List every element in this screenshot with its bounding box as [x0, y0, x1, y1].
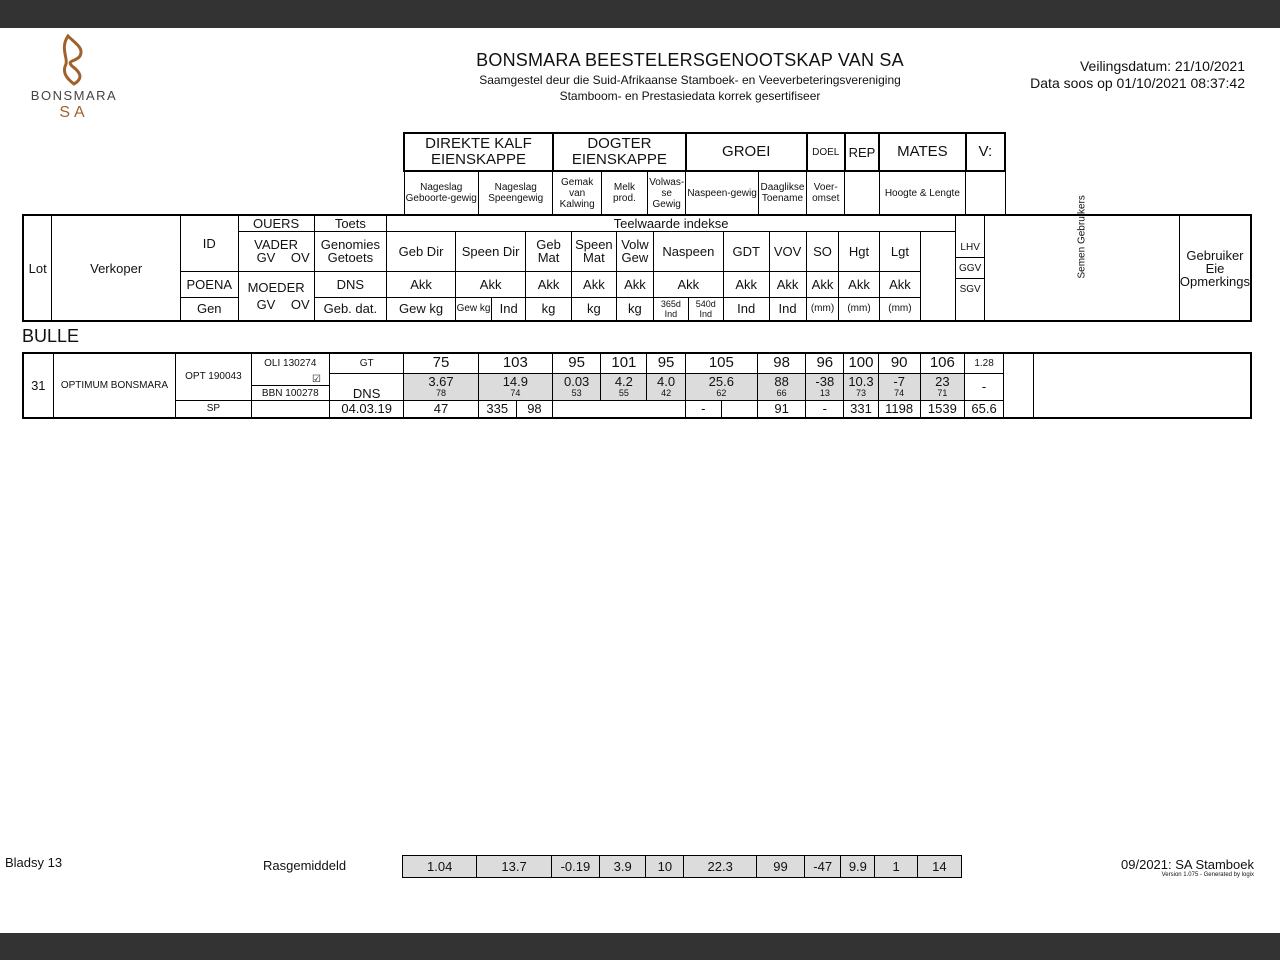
acc-speendir-value: 74: [510, 388, 521, 398]
col-vader-gv: GV: [256, 250, 276, 265]
section-title: BULLE: [22, 326, 80, 346]
unit-540d: 540d Ind: [688, 297, 723, 321]
col-moeder-ov: OV: [290, 296, 310, 312]
idx-speenmat: 101: [601, 353, 647, 373]
document-title: BONSMARA BEESTELERSGENOOTSKAP VAN SA: [476, 50, 904, 70]
animal-verkoper: OPTIMUM BONSMARA: [53, 353, 176, 418]
bot-dogter-blank: [553, 400, 686, 418]
breed-average-table: [402, 855, 962, 878]
footer-source-text: 09/2021: SA Stamboek: [1121, 857, 1254, 872]
animal-ggv: -: [964, 373, 1003, 400]
bot-so: 331: [844, 400, 878, 418]
document-header: [400, 50, 980, 103]
col-semen-label: Semen Gebruikers: [1076, 194, 1088, 278]
animal-sgv: 65.6: [964, 400, 1003, 418]
acc-gebdir-value: 78: [436, 388, 447, 398]
acc-speenmat: Akk: [571, 271, 616, 297]
acc-vov: Akk: [769, 271, 806, 297]
idx-gebdir: 75: [404, 353, 478, 373]
trait-group-header: [403, 132, 1006, 216]
avg-gebdir: 1.04: [403, 856, 477, 878]
sub-gemak-kalwing: Gemak van Kalwing: [553, 171, 601, 215]
animal-dns: DNS: [329, 373, 403, 400]
idx-hgt: 90: [878, 353, 920, 373]
unit-gdt: Ind: [723, 297, 769, 321]
unit-speenmat: kg: [571, 297, 616, 321]
data-date: Data soos op 01/10/2021 08:37:42: [1030, 75, 1245, 91]
sub-naspeen: Naspeen-gewig: [686, 171, 758, 215]
ebv-lgt: [920, 373, 964, 400]
avg-vov: -47: [805, 856, 841, 878]
sub-speengewig: Nageslag Speengewig: [478, 171, 552, 215]
col-dns: DNS: [314, 271, 386, 297]
page-number: Bladsy 13: [5, 855, 63, 870]
date-info: [1030, 58, 1245, 92]
ebv-gebmat: [553, 373, 601, 400]
col-speenmat: Speen Mat: [571, 231, 616, 271]
acc-naspeen-value: 62: [716, 388, 727, 398]
group-doel: DOEL: [807, 133, 845, 171]
col-moeder-label: MOEDER: [247, 279, 305, 295]
animal-vader-id: OLI 130274: [264, 358, 317, 369]
ebv-gebdir: [404, 373, 478, 400]
col-teelwaarde: Teelwaarde indekse: [387, 215, 956, 231]
unit-gebdir: Gew kg: [387, 297, 456, 321]
bottom-bar: [0, 933, 1280, 960]
acc-so: Akk: [806, 271, 839, 297]
acc-speendir: Akk: [455, 271, 525, 297]
idx-volwgew: 95: [647, 353, 685, 373]
acc-naspeen: Akk: [653, 271, 723, 297]
animal-parents-blank: [251, 400, 329, 418]
sub-voeromset: Voer-omset: [807, 171, 845, 215]
col-sgv: SGV: [959, 283, 981, 295]
sub-melk: Melk prod.: [601, 171, 647, 215]
acc-hgt: Akk: [839, 271, 879, 297]
idx-gdt: 98: [758, 353, 806, 373]
col-vader: [238, 231, 314, 271]
ebv-naspeen-value: 25.6: [708, 374, 734, 389]
ebv-speenmat: [601, 373, 647, 400]
table-row: [23, 353, 1251, 373]
col-verkoper: Verkoper: [52, 215, 181, 321]
acc-gdt-value: 66: [776, 388, 787, 398]
sub-hoogte-lengte: Hoogte & Lengte: [879, 171, 966, 215]
group-groei: GROEI: [686, 133, 807, 171]
idx-naspeen: 105: [685, 353, 757, 373]
animal-check: [251, 373, 329, 400]
bot-gdt: 91: [758, 400, 806, 418]
ebv-volwgew-value: 4.0: [657, 374, 676, 389]
unit-speendir-kg: Gew kg: [455, 297, 491, 321]
animal-moeder-id: BBN 100278: [252, 385, 329, 399]
bot-540d: [721, 400, 757, 418]
acc-so-value: 73: [855, 388, 866, 398]
document-certification: Stamboom- en Prestasiedata korrek gesertifiseer: [559, 89, 821, 103]
col-opmerkings: Gebruiker Eie Opmerkings: [1179, 215, 1251, 321]
sub-daaglikse: Daaglikse Toename: [758, 171, 806, 215]
group-direkte-kalf: DIREKTE KALF EIENSKAPPE: [404, 133, 553, 171]
bot-hgt: 1198: [878, 400, 920, 418]
checkbox-icon: ☑: [312, 373, 321, 385]
ebv-speendir-value: 14.9: [502, 374, 529, 389]
ebv-so-value: 10.3: [848, 374, 874, 389]
col-moeder-gv: GV: [256, 296, 276, 312]
col-gdt: GDT: [723, 231, 769, 271]
avg-so: 9.9: [841, 856, 875, 878]
col-naspeen: Naspeen: [653, 231, 723, 271]
col-speendir: Speen Dir: [455, 231, 525, 271]
col-ggv: GGV: [956, 258, 984, 279]
acc-gdt: Akk: [723, 271, 769, 297]
bot-speendir-kg: 335: [478, 400, 516, 418]
bot-speendir-ind: 98: [516, 400, 552, 418]
logo-emblem-icon: [54, 34, 94, 86]
acc-lgt: Akk: [879, 271, 921, 297]
idx-vov: 96: [806, 353, 844, 373]
acc-vov-value: 13: [819, 388, 830, 398]
unit-365d: 365d Ind: [653, 297, 688, 321]
animal-table: [22, 352, 1252, 419]
acc-volwgew: Akk: [616, 271, 653, 297]
col-vov: VOV: [769, 231, 806, 271]
col-lot: Lot: [23, 215, 52, 321]
sub-rep-blank: [845, 171, 879, 215]
unit-hgt: (mm): [839, 297, 879, 321]
col-gebmat: Geb Mat: [526, 231, 572, 271]
group-dogter: DOGTER EIENSKAPPE: [553, 133, 686, 171]
group-v: V:: [966, 133, 1005, 171]
col-hgt: Hgt: [839, 231, 879, 271]
animal-opmerkings[interactable]: [1034, 353, 1251, 418]
footer-source: [1121, 857, 1254, 878]
col-semen: [985, 194, 1180, 321]
table-row: [403, 856, 962, 878]
acc-volwgew-value: 42: [661, 388, 672, 398]
avg-gdt: 99: [756, 856, 804, 878]
ebv-naspeen: [685, 373, 757, 400]
bot-vov: -: [806, 400, 844, 418]
ebv-hgt: [878, 373, 920, 400]
logo-text: BONSMARA: [30, 88, 118, 103]
col-lhv: LHV: [956, 237, 984, 258]
avg-gebmat: -0.19: [551, 856, 599, 878]
acc-speenmat-value: 55: [618, 388, 629, 398]
ebv-so: [844, 373, 878, 400]
idx-speendir: 103: [478, 353, 552, 373]
footer-version: Version 1.075 - Generated by logix: [1161, 872, 1254, 878]
col-ouers: OUERS: [238, 215, 314, 231]
col-so: SO: [806, 231, 839, 271]
ebv-volwgew: [647, 373, 685, 400]
ebv-gdt: [758, 373, 806, 400]
group-mates: MATES: [879, 133, 966, 171]
col-selection-indices: [956, 215, 985, 321]
sub-volwasse: Volwas-se Gewig: [648, 171, 686, 215]
logo-subtext: SA: [59, 104, 89, 121]
breed-average-label: Rasgemiddeld: [263, 858, 347, 873]
col-vader-label: VADER: [254, 237, 298, 252]
col-poena: POENA: [180, 271, 238, 297]
ebv-speendir: [478, 373, 552, 400]
col-toets: Toets: [314, 215, 386, 231]
col-gebdat: Geb. dat.: [314, 297, 386, 321]
ebv-speenmat-value: 4.2: [614, 374, 633, 389]
sub-geboortegewig: Nageslag Geboorte-gewig: [404, 171, 478, 215]
acc-gebmat: Akk: [526, 271, 572, 297]
avg-volwgew: 10: [646, 856, 684, 878]
ebv-gdt-value: 88: [774, 374, 789, 389]
ebv-lgt-value: 23: [935, 374, 950, 389]
unit-volwgew: kg: [616, 297, 653, 321]
idx-so: 100: [844, 353, 878, 373]
bot-lgt: 1539: [920, 400, 964, 418]
col-moeder: [238, 271, 314, 321]
avg-hgt: 1: [875, 856, 917, 878]
ebv-hgt-value: -7: [893, 374, 905, 389]
ebv-vov: [806, 373, 844, 400]
unit-speendir-ind: Ind: [492, 297, 526, 321]
animal-id: OPT 190043: [176, 353, 251, 400]
idx-lgt: 106: [920, 353, 964, 373]
acc-lgt-value: 71: [937, 388, 948, 398]
avg-speendir: 13.7: [477, 856, 551, 878]
animal-lot: 31: [23, 353, 53, 418]
unit-so: (mm): [806, 297, 839, 321]
ebv-vov-value: -38: [815, 374, 835, 389]
col-gen: Gen: [180, 297, 238, 321]
sub-v-blank: [966, 171, 1005, 215]
avg-speenmat: 3.9: [600, 856, 646, 878]
col-volwgew: Volw Gew: [616, 231, 653, 271]
col-id: ID: [180, 215, 238, 271]
avg-naspeen: 22.3: [684, 856, 756, 878]
animal-gebdat: 04.03.19: [329, 400, 403, 418]
document-subtitle: Saamgestel deur die Suid-Afrikaanse Stamboek- en Veeverbeteringsvereniging: [479, 73, 901, 87]
animal-toets: GT: [329, 353, 403, 373]
acc-hgt-value: 74: [894, 388, 905, 398]
col-genomies: Genomies Getoets: [314, 231, 386, 271]
ebv-gebdir-value: 3.67: [428, 374, 454, 389]
animal-vader: [251, 353, 329, 373]
unit-vov: Ind: [769, 297, 806, 321]
idx-gebmat: 95: [553, 353, 601, 373]
unit-gebmat: kg: [526, 297, 572, 321]
group-rep: REP: [845, 133, 879, 171]
avg-lgt: 14: [917, 856, 961, 878]
col-gebdir: Geb Dir: [387, 231, 456, 271]
animal-semen: [1004, 353, 1034, 418]
bot-365d: -: [685, 400, 721, 418]
auction-date: Veilingsdatum: 21/10/2021: [1079, 58, 1245, 74]
column-header-table: [22, 194, 1252, 322]
unit-lgt: (mm): [879, 297, 921, 321]
col-lgt: Lgt: [879, 231, 921, 271]
col-vader-ov: OV: [290, 250, 310, 265]
acc-gebdir: Akk: [387, 271, 456, 297]
animal-gen: SP: [176, 400, 251, 418]
bonsmara-logo: [24, 34, 124, 126]
ebv-gebmat-value: 0.03: [563, 374, 590, 389]
bot-gebdir-kg: 47: [404, 400, 478, 418]
top-bar: [0, 0, 1280, 28]
acc-gebmat-value: 53: [571, 388, 582, 398]
animal-lhv: 1.28: [964, 353, 1003, 373]
